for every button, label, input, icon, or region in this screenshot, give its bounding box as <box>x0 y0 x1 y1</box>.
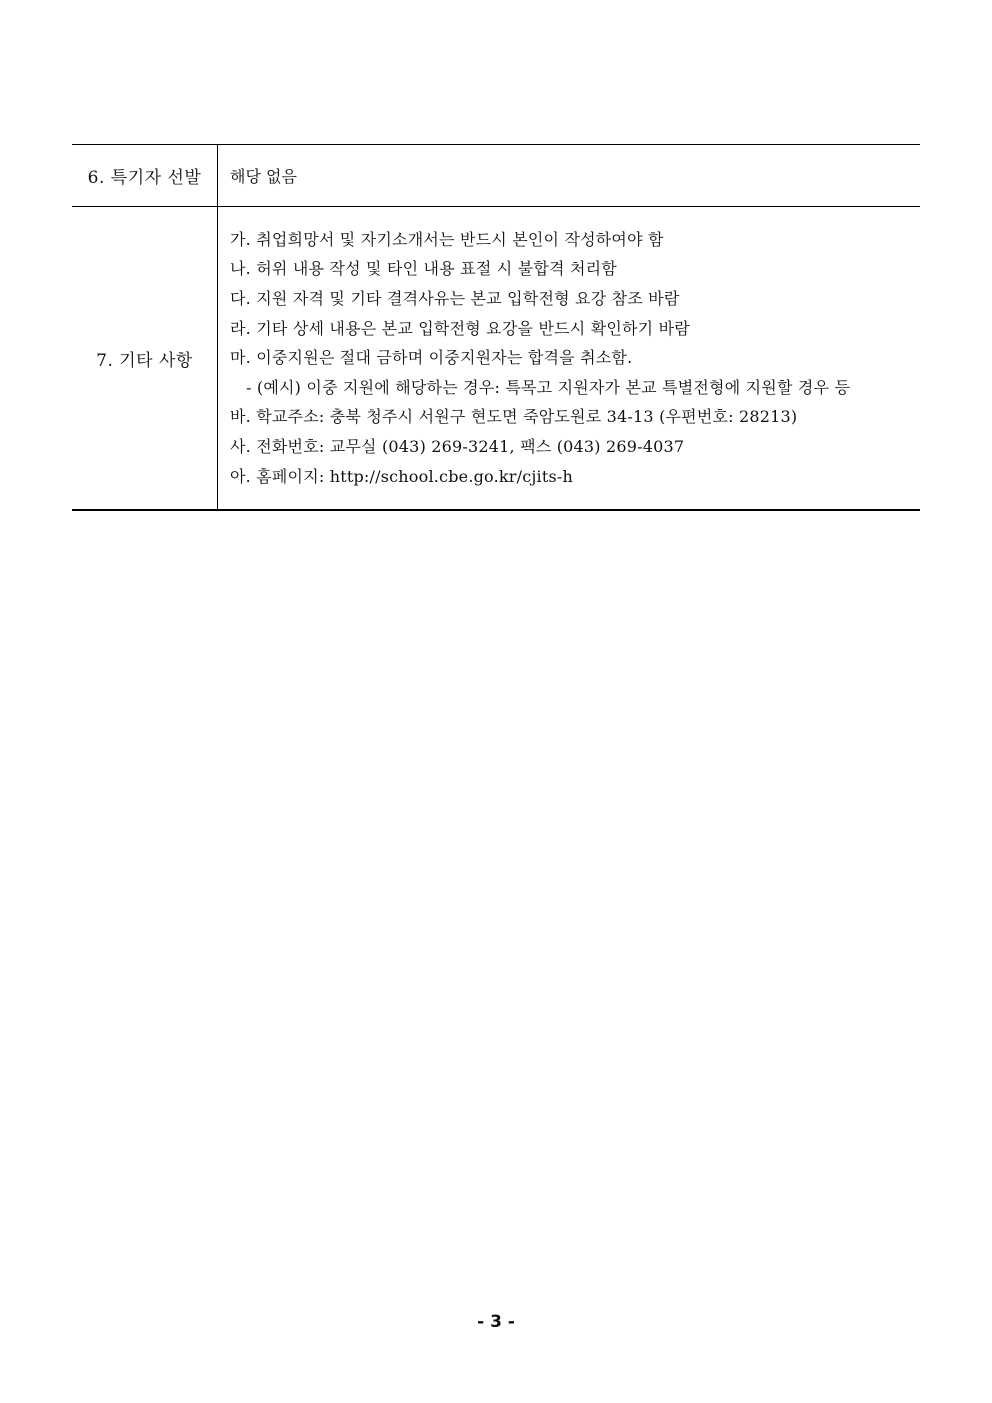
row-value-special-talent: 해당 없음 <box>218 145 921 207</box>
row-label-special-talent: 6. 특기자 선발 <box>72 145 218 207</box>
list-item-homepage: 아. 홈페이지: http://school.cbe.go.kr/cjits-h <box>230 466 574 486</box>
notes-list <box>230 225 920 491</box>
list-item-example: - (예시) 이중 지원에 해당하는 경우: 특목고 지원자가 본교 특별전형에 지원할 경우 등 <box>246 377 851 397</box>
row-value-other-notes <box>218 207 921 511</box>
list-item: 나. 허위 내용 작성 및 타인 내용 표절 시 불합격 처리함 <box>230 259 617 279</box>
list-item: 가. 취업희망서 및 자기소개서는 반드시 본인이 작성하여야 함 <box>230 229 664 249</box>
list-item: 마. 이중지원은 절대 금하며 이중지원자는 합격을 취소함. <box>230 348 633 368</box>
list-item: 다. 지원 자격 및 기타 결격사유는 본교 입학전형 요강 참조 바람 <box>230 289 680 309</box>
list-item: 사. 전화번호: 교무실 (043) 269-3241, 팩스 (043) 269-4037 <box>230 436 685 456</box>
table-row <box>72 145 920 207</box>
page-number: - 3 - <box>477 1312 515 1332</box>
admission-info-table <box>72 144 920 511</box>
list-item: 바. 학교주소: 충북 청주시 서원구 현도면 죽암도원로 34-13 (우편번호: 28213) <box>230 407 798 427</box>
list-item: 라. 기타 상세 내용은 본교 입학전형 요강을 반드시 확인하기 바람 <box>230 318 690 338</box>
table-row <box>72 207 920 511</box>
row-label-other-notes: 7. 기타 사항 <box>72 207 218 511</box>
